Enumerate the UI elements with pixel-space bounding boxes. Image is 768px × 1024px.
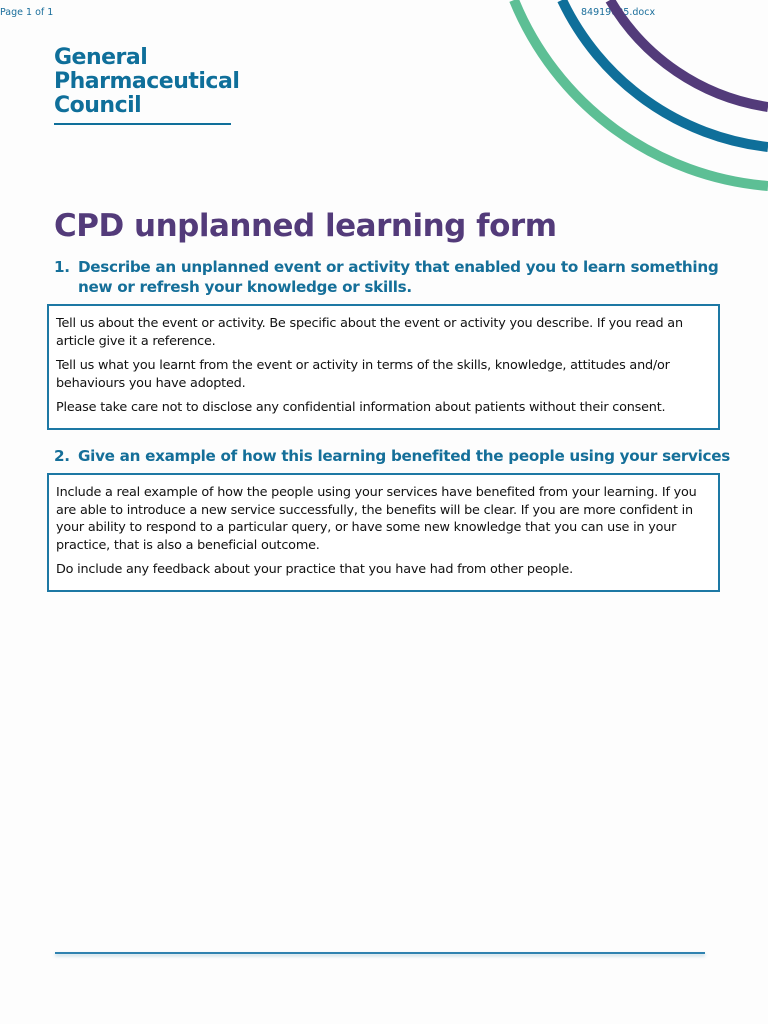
question-2-answer-box[interactable]	[47, 473, 720, 592]
document-filename-label: 84919035.docx	[581, 7, 656, 18]
logo-underline	[54, 123, 231, 125]
question-number: 1.	[54, 258, 70, 276]
question-1-heading	[54, 257, 734, 297]
question-text: Give an example of how this learning benefited the people using your services	[78, 447, 730, 465]
page-number-label: Page 1 of 1	[0, 7, 54, 18]
question-number: 2.	[54, 447, 70, 465]
question-2-heading	[54, 446, 734, 466]
blue-arc	[562, 0, 768, 147]
guidance-text: Do include any feedback about your practice that you have had from other people.	[56, 562, 573, 577]
page-title: CPD unplanned learning form	[54, 208, 557, 244]
question-1-answer-box[interactable]	[47, 304, 720, 430]
guidance-text: Tell us what you learnt from the event or activity in terms of the skills, knowledge, attitudes and/or behaviours you have adopted.	[56, 358, 670, 391]
gphc-logo	[54, 46, 239, 118]
guidance-text: Please take care not to disclose any confidential information about patients without their consent.	[56, 400, 666, 415]
guidance-text: Tell us about the event or activity. Be specific about the event or activity you describe. If you read an article give it a reference.	[56, 316, 683, 349]
footer-divider	[55, 952, 705, 954]
guidance-text: Include a real example of how the people using your services have benefited from your learning. If you are able to introduce a new service successfully, the benefits will be clear. If you are more confident in your ability to respond to a particular query, or have some new knowledge that you can use in your practice, that is also a beneficial outcome.	[56, 485, 697, 553]
logo-line: Council	[54, 93, 142, 118]
logo-line: Pharmaceutical	[54, 69, 240, 94]
question-text: Describe an unplanned event or activity that enabled you to learn something new or refresh your knowledge or skills.	[78, 258, 719, 296]
logo-line: General	[54, 45, 148, 70]
